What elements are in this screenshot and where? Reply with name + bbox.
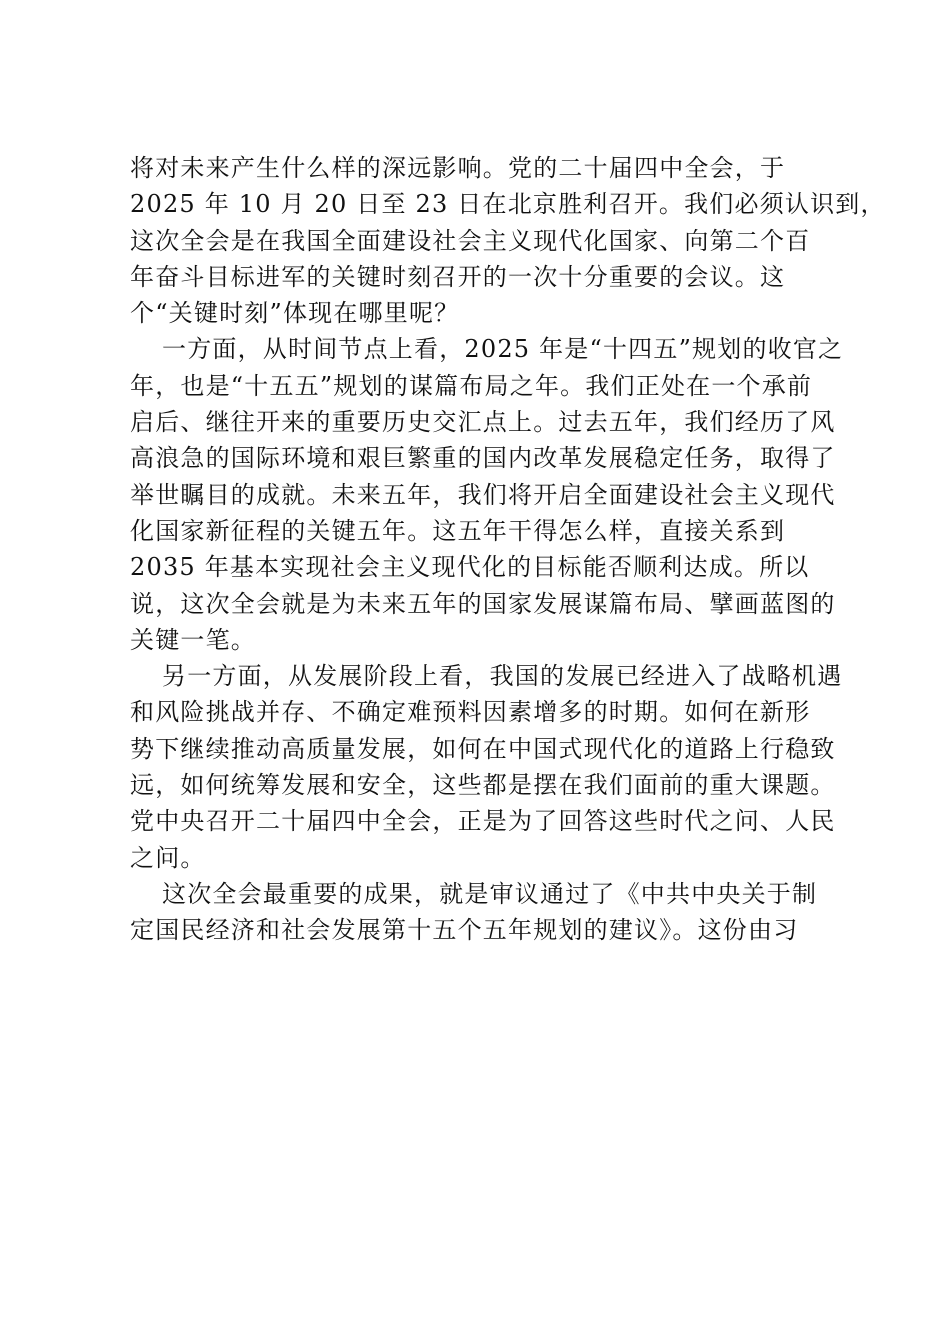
paragraph-2 — [130, 331, 844, 658]
text-line: 将对未来产生什么样的深远影响。党的二十届四中全会，于 — [130, 154, 786, 182]
text-line: 党中央召开二十届四中全会，正是为了回答这些时代之问、人民 — [130, 807, 836, 836]
text-line: 势下继续推动高质量发展，如何在中国式现代化的道路上行稳致 — [130, 734, 836, 763]
text-line-indented: 一方面，从时间节点上看，2025 年是“十四五”规划的收官之 — [162, 335, 844, 364]
text-line: 2025 年 10 月 20 日至 23 日在北京胜利召开。我们必须认识到， — [130, 190, 886, 219]
paragraph-4 — [130, 876, 830, 949]
text-line: 化国家新征程的关键五年。这五年干得怎么样，直接关系到 — [130, 516, 786, 545]
text-line: 远，如何统筹发展和安全，这些都是摆在我们面前的重大课题。 — [130, 771, 836, 800]
paragraph-1 — [130, 150, 886, 331]
text-line: 这次全会是在我国全面建设社会主义现代化国家、向第二个百 — [130, 226, 811, 255]
text-line: 个“关键时刻”体现在哪里呢？ — [130, 299, 460, 328]
text-line: 和风险挑战并存、不确定难预料因素增多的时期。如何在新形 — [130, 698, 811, 727]
text-line: 举世瞩目的成就。未来五年，我们将开启全面建设社会主义现代 — [130, 480, 836, 509]
text-line: 启后、继往开来的重要历史交汇点上。过去五年，我们经历了风 — [130, 408, 836, 437]
text-line: 定国民经济和社会发展第十五个五年规划的建议》。这份由习 — [130, 916, 799, 945]
document-body — [130, 150, 886, 949]
text-line: 年，也是“十五五”规划的谋篇布局之年。我们正处在一个承前 — [130, 371, 813, 400]
text-line: 年奋斗目标进军的关键时刻召开的一次十分重要的会议。这 — [130, 262, 786, 291]
paragraph-3 — [130, 658, 843, 876]
text-line-indented: 另一方面，从发展阶段上看，我国的发展已经进入了战略机遇 — [162, 662, 843, 691]
text-line-indented: 这次全会最重要的成果，就是审议通过了《中共中央关于制 — [162, 879, 818, 908]
text-line: 之问。 — [130, 843, 206, 872]
text-line: 关键一笔。 — [130, 625, 256, 654]
text-line: 说，这次全会就是为未来五年的国家发展谋篇布局、擘画蓝图的 — [130, 589, 836, 618]
text-line: 2035 年基本实现社会主义现代化的目标能否顺利达成。所以 — [130, 553, 810, 582]
text-line: 高浪急的国际环境和艰巨繁重的国内改革发展稳定任务，取得了 — [130, 444, 836, 473]
